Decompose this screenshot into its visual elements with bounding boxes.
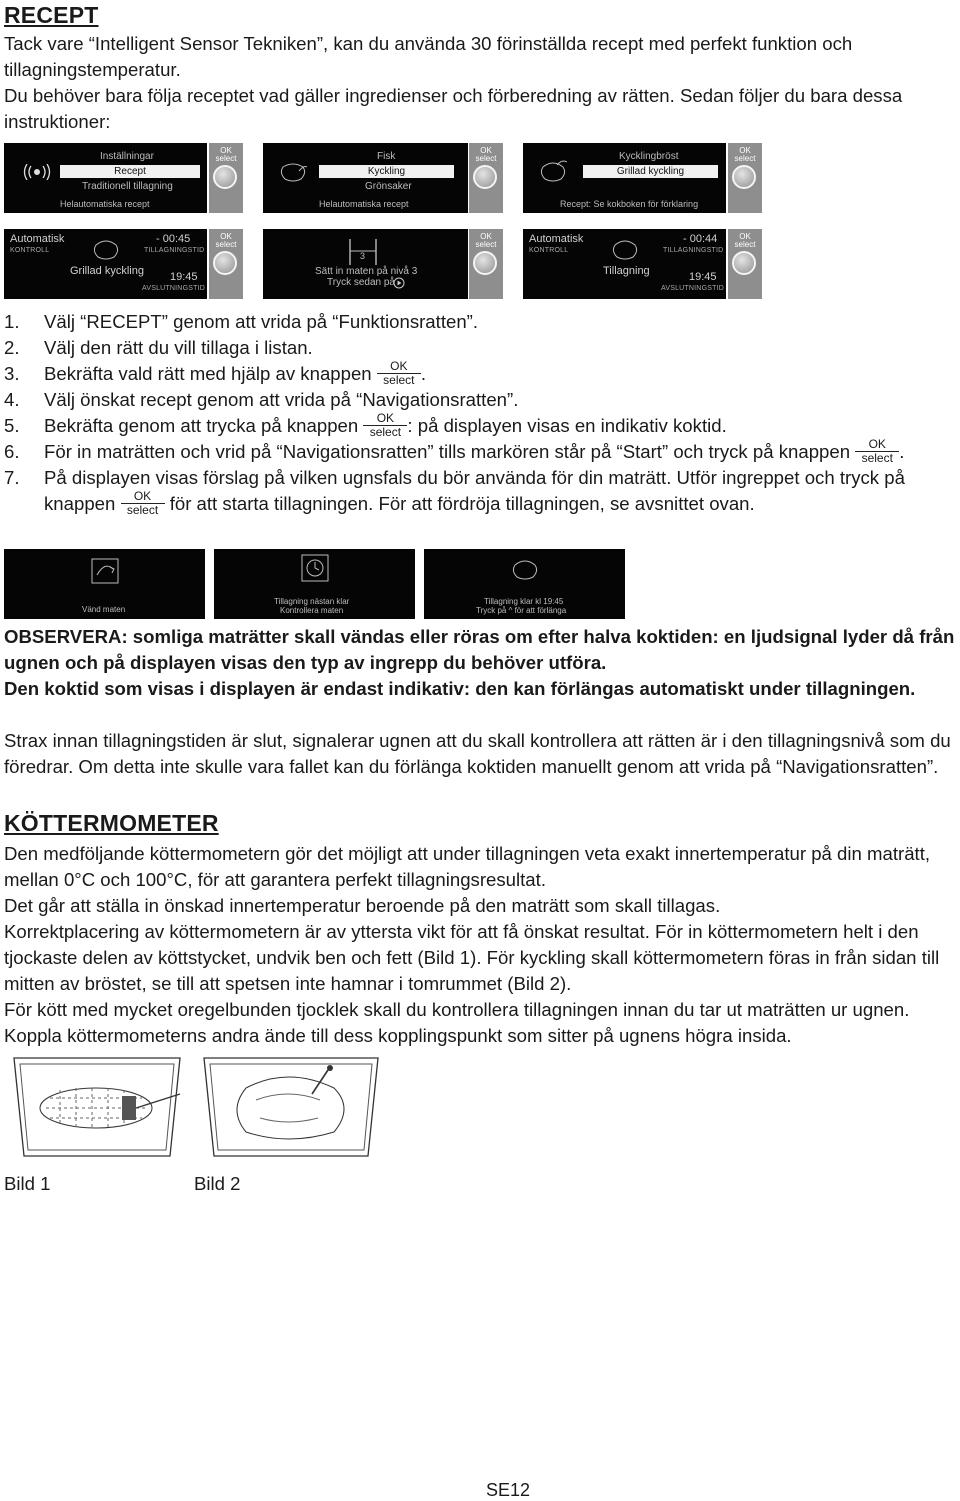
oven-display-automatic bbox=[4, 229, 207, 299]
dish-name: Tillagning bbox=[603, 265, 650, 277]
bild1-caption: Bild 1 bbox=[4, 1173, 51, 1194]
cooking-time-label: TILLAGNINGSTID bbox=[663, 247, 724, 254]
step-text: För in maträtten och vrid på “Navigationsratten” tills markören står på “Start” och tryck på knappen bbox=[44, 441, 851, 462]
display-line: Grönsaker bbox=[365, 181, 412, 192]
kottermometer-p4: För kött med mycket oregelbunden tjocklek skall du kontrollera tillagningen innan du tar ut maträtten ur ugnen. Koppla köttermometerns andra ände till dess kopplingspunkt som sitter på ugnens högra insida. bbox=[4, 999, 910, 1046]
recept-intro-1: Tack vare “Intelligent Sensor Tekniken”, kan du använda 30 förinställda recept med perfekt funktion och tillagningstemperatur. bbox=[4, 33, 853, 80]
end-time-label: AVSLUTNINGSTID bbox=[142, 285, 205, 292]
display-mode: Automatisk bbox=[529, 233, 584, 245]
ok-select-button[interactable] bbox=[209, 229, 243, 299]
recept-heading: RECEPT bbox=[4, 2, 99, 28]
meat-thermometer-illustration bbox=[4, 1050, 190, 1168]
step-number: 2. bbox=[4, 337, 20, 358]
display-line: Tryck på ^ för att förlänga bbox=[476, 606, 567, 615]
step-text: På displayen visas förslag på vilken ugnsfals du bör använda för din maträtt. Utför ingreppet och tryck på knappen bbox=[44, 467, 905, 514]
ok-select-symbol bbox=[377, 361, 421, 387]
bild2-caption: Bild 2 bbox=[194, 1173, 241, 1194]
select-label: select bbox=[126, 503, 159, 517]
play-icon bbox=[393, 277, 405, 289]
knob-icon bbox=[732, 251, 756, 275]
knob-icon bbox=[473, 251, 497, 275]
ok-select-symbol bbox=[363, 413, 407, 439]
chicken-icon bbox=[609, 237, 641, 261]
oven-display-level bbox=[263, 229, 468, 299]
select-label: select bbox=[215, 154, 237, 163]
display-selected-line: Recept bbox=[60, 165, 200, 178]
ok-select-button[interactable] bbox=[728, 143, 762, 213]
display-line: Sätt in maten på nivå 3 bbox=[315, 266, 418, 277]
chicken-icon bbox=[510, 557, 540, 581]
select-label: select bbox=[383, 373, 415, 387]
ok-select-button[interactable] bbox=[728, 229, 762, 299]
cooking-time: - 00:44 bbox=[683, 233, 718, 245]
display-selected-line: Grillad kyckling bbox=[583, 165, 718, 178]
chicken-thermometer-illustration bbox=[196, 1048, 386, 1168]
cooking-time: - 00:45 bbox=[156, 233, 191, 245]
kottermometer-heading: KÖTTERMOMETER bbox=[4, 810, 219, 836]
select-label: select bbox=[215, 240, 237, 249]
kottermometer-p3: Korrektplacering av köttermometern är av yttersta vikt för att få önskat resultat. För in köttermometern helt i den tjockaste delen av köttstycket, undvik ben och fett (Bild 1). För kyckling skall köttermometern föras in från sidan till mitten av bröstet, se till att spetsen inte hamnar i tomrummet (Bild 2). bbox=[4, 921, 940, 994]
step-number: 7. bbox=[4, 467, 20, 488]
step-item bbox=[4, 309, 959, 335]
step-text: Bekräfta vald rätt med hjälp av knappen bbox=[44, 363, 372, 384]
end-time-label: AVSLUTNINGSTID bbox=[661, 285, 724, 292]
end-time: 19:45 bbox=[689, 271, 717, 283]
ok-select-symbol bbox=[121, 491, 165, 517]
display-line: Tillagning klar kl 19:45 bbox=[484, 597, 564, 606]
ok-label: OK bbox=[363, 412, 407, 426]
sensor-icon bbox=[22, 164, 52, 180]
display-selected-line: Kyckling bbox=[319, 165, 454, 178]
step-item bbox=[4, 465, 959, 517]
step-item bbox=[4, 361, 959, 387]
kottermometer-p2: Det går att ställa in önskad innertemperatur beroende på den maträtt som skall tillagas. bbox=[4, 895, 721, 916]
step-item bbox=[4, 439, 959, 465]
oven-display-recipe bbox=[523, 143, 726, 213]
level-number: 3 bbox=[360, 251, 366, 261]
display-footer: Helautomatiska recept bbox=[60, 199, 150, 209]
indicative-time-note: Den koktid som visas i displayen är endast indikativ: den kan förlängas automatiskt under tillagningen. bbox=[4, 678, 916, 699]
knob-icon bbox=[732, 165, 756, 189]
oven-display-category bbox=[263, 143, 468, 213]
dish-name: Grillad kyckling bbox=[70, 265, 144, 277]
steps-list bbox=[4, 309, 959, 517]
display-mode: Automatisk bbox=[10, 233, 65, 245]
oven-display-turn-food bbox=[4, 549, 205, 619]
select-label: select bbox=[369, 425, 402, 439]
step-text-end: : på displayen visas en indikativ koktid. bbox=[407, 415, 727, 436]
step-item bbox=[4, 335, 959, 361]
oven-display-almost-done bbox=[214, 549, 415, 619]
turn-food-icon bbox=[90, 557, 120, 585]
step-number: 3. bbox=[4, 363, 20, 384]
display-footer: Helautomatiska recept bbox=[319, 199, 409, 209]
step-text-end: . bbox=[420, 363, 426, 384]
kottermometer-p1: Den medföljande köttermometern gör det möjligt att under tillagningen veta exakt innertemperatur på din maträtt, mellan 0°C och 100°C, för att garantera perfekt tillagningsresultat. bbox=[4, 843, 931, 890]
ok-label: OK bbox=[220, 146, 232, 155]
step-number: 1. bbox=[4, 311, 20, 332]
step-item bbox=[4, 413, 959, 439]
chicken-icon bbox=[277, 161, 309, 183]
ok-label: OK bbox=[855, 438, 899, 452]
observera-note: OBSERVERA: somliga maträtter skall vändas eller röras om efter halva koktiden: en ljudsignal lyder då från ugnen och på displayen visas den typ av ingrepp du behöver utföra. bbox=[4, 626, 955, 673]
display-line: Tryck sedan på bbox=[327, 277, 395, 288]
step-number: 4. bbox=[4, 389, 20, 410]
end-signal-text: Strax innan tillagningstiden är slut, signalerar ugnen att du skall kontrollera att rätten är i den tillagningsnivå som du föredrar. Om detta inte skulle vara fallet kan du förlänga koktiden manuellt genom att vrida på “Navigationsratten”. bbox=[4, 730, 951, 777]
step-text-end: för att starta tillagningen. För att fördröja tillagningen, se avsnittet ovan. bbox=[169, 493, 755, 514]
page-number: SE12 bbox=[486, 1480, 531, 1500]
ok-label: OK bbox=[220, 232, 232, 241]
recept-intro-2: Du behöver bara följa receptet vad gäller ingredienser och förberedning av rätten. Sedan följer du bara dessa instruktioner: bbox=[4, 85, 903, 132]
step-text: Välj den rätt du vill tillaga i listan. bbox=[44, 337, 313, 358]
step-number: 5. bbox=[4, 415, 20, 436]
knob-icon bbox=[473, 165, 497, 189]
display-line: Kontrollera maten bbox=[280, 606, 344, 615]
clock-icon bbox=[300, 553, 330, 583]
end-time: 19:45 bbox=[170, 271, 198, 283]
display-line: Kycklingbröst bbox=[619, 151, 679, 162]
ok-select-button[interactable] bbox=[469, 229, 503, 299]
chicken-icon bbox=[537, 159, 569, 183]
display-line: Tillagning nästan klar bbox=[274, 597, 350, 606]
select-label: select bbox=[861, 451, 893, 465]
ok-select-symbol bbox=[855, 439, 899, 465]
oven-display-settings bbox=[4, 143, 207, 213]
select-label: select bbox=[734, 154, 756, 163]
cooking-time-label: TILLAGNINGSTID bbox=[144, 247, 205, 254]
select-label: select bbox=[475, 240, 497, 249]
ok-label: OK bbox=[739, 232, 751, 241]
step-text: Välj önskat recept genom att vrida på “Navigationsratten”. bbox=[44, 389, 519, 410]
ok-select-button[interactable] bbox=[209, 143, 243, 213]
select-label: select bbox=[734, 240, 756, 249]
display-footer: Recept: Se kokboken för förklaring bbox=[560, 199, 699, 209]
step-text: Välj “RECEPT” genom att vrida på “Funktionsratten”. bbox=[44, 311, 479, 332]
step-text: Bekräfta genom att trycka på knappen bbox=[44, 415, 359, 436]
step-number: 6. bbox=[4, 441, 20, 462]
display-mode-sub: KONTROLL bbox=[10, 247, 50, 254]
oven-display-done bbox=[424, 549, 625, 619]
display-line: Vänd maten bbox=[82, 605, 126, 614]
ok-label: OK bbox=[739, 146, 751, 155]
ok-label: OK bbox=[480, 232, 492, 241]
display-mode-sub: KONTROLL bbox=[529, 247, 569, 254]
select-label: select bbox=[475, 154, 497, 163]
display-line: Inställningar bbox=[100, 151, 154, 162]
chicken-icon bbox=[90, 237, 122, 261]
step-item bbox=[4, 387, 959, 413]
knob-icon bbox=[213, 251, 237, 275]
ok-label: OK bbox=[377, 360, 421, 374]
oven-display-automatic-running bbox=[523, 229, 726, 299]
step-text-end: . bbox=[899, 441, 905, 462]
knob-icon bbox=[213, 165, 237, 189]
ok-label: OK bbox=[480, 146, 492, 155]
ok-select-button[interactable] bbox=[469, 143, 503, 213]
display-line: Traditionell tillagning bbox=[82, 181, 173, 192]
display-line: Fisk bbox=[377, 151, 396, 162]
ok-label: OK bbox=[121, 490, 165, 504]
